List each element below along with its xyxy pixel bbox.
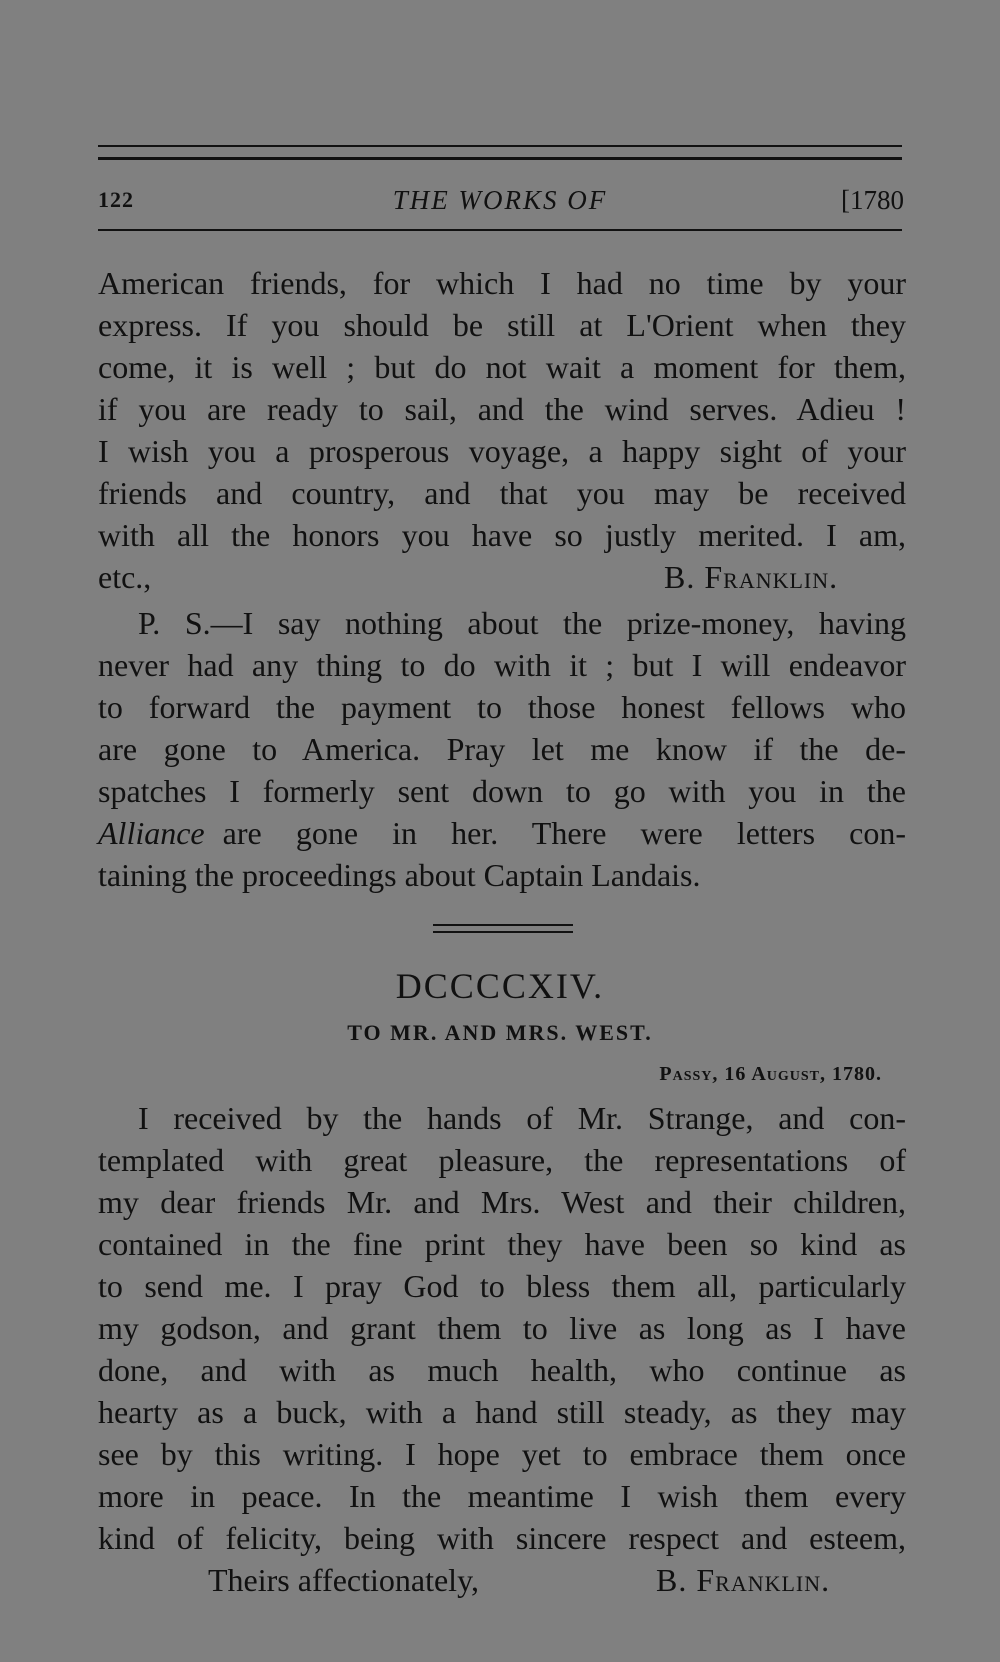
- text-line: contained in the fine print they have been so kind as: [98, 1226, 906, 1262]
- running-title: THE WORKS OF: [392, 185, 608, 215]
- postscript-line: are gone to America. Pray let me know if the de-: [98, 731, 906, 767]
- text-line: my godson, and grant them to live as long as I have: [98, 1310, 906, 1346]
- postscript-line: to forward the payment to those honest fellows who: [98, 689, 906, 725]
- text-line: express. If you should be still at L'Orient when they: [98, 307, 906, 343]
- closing: Theirs affectionately,: [208, 1562, 479, 1598]
- text-line: more in peace. In the meantime I wish them every: [98, 1478, 906, 1514]
- header-rule-bottom: [98, 229, 902, 231]
- postscript-line: P. S.—I say nothing about the prize-money, having: [138, 605, 906, 641]
- postscript-line: never had any thing to do with it ; but I will endeavor: [98, 647, 906, 683]
- letter-dateline: Passy, 16 August, 1780.: [659, 1063, 882, 1085]
- text-line: kind of felicity, being with sincere respect and esteem,: [98, 1520, 906, 1556]
- text-line: done, and with as much health, who continue as: [98, 1352, 906, 1388]
- text-line: friends and country, and that you may be received: [98, 475, 906, 511]
- text-line: to send me. I pray God to bless them all, particularly: [98, 1268, 906, 1304]
- text-line: with all the honors you have so justly merited. I am,: [98, 517, 906, 553]
- section-divider: [433, 924, 573, 926]
- closing: etc.,: [98, 559, 152, 595]
- header-year: [1780: [841, 185, 904, 215]
- postscript-line-rest: are gone in her. There were letters con-: [222, 815, 906, 851]
- text-line: American friends, for which I had no time by your: [98, 265, 906, 301]
- letter-numeral: DCCCCXIV.: [395, 966, 605, 1006]
- text-line: I received by the hands of Mr. Strange, and con-: [138, 1100, 906, 1136]
- postscript-line: [98, 812, 906, 854]
- text-line: come, it is well ; but do not wait a moment for them,: [98, 349, 906, 385]
- postscript-line: taining the proceedings about Captain Landais.: [98, 857, 701, 893]
- header-rule-second: [98, 157, 902, 160]
- text-line: hearty as a buck, with a hand still steady, as they may: [98, 1394, 906, 1430]
- text-line: if you are ready to sail, and the wind serves. Adieu !: [98, 391, 906, 427]
- letter-addressee: TO MR. AND MRS. WEST.: [347, 1020, 653, 1045]
- signature: B. Franklin.: [656, 1562, 831, 1598]
- text-line: see by this writing. I hope yet to embrace them once: [98, 1436, 906, 1472]
- text-line: I wish you a prosperous voyage, a happy sight of your: [98, 433, 906, 469]
- text-line: my dear friends Mr. and Mrs. West and their children,: [98, 1184, 906, 1220]
- section-divider: [433, 931, 573, 933]
- page-number: 122: [98, 187, 134, 212]
- text-line: templated with great pleasure, the representations of: [98, 1142, 906, 1178]
- postscript-line: spatches I formerly sent down to go with you in the: [98, 773, 906, 809]
- signature: B. Franklin.: [664, 559, 839, 595]
- header-rule-top: [98, 145, 902, 147]
- ship-name: Alliance: [98, 815, 205, 851]
